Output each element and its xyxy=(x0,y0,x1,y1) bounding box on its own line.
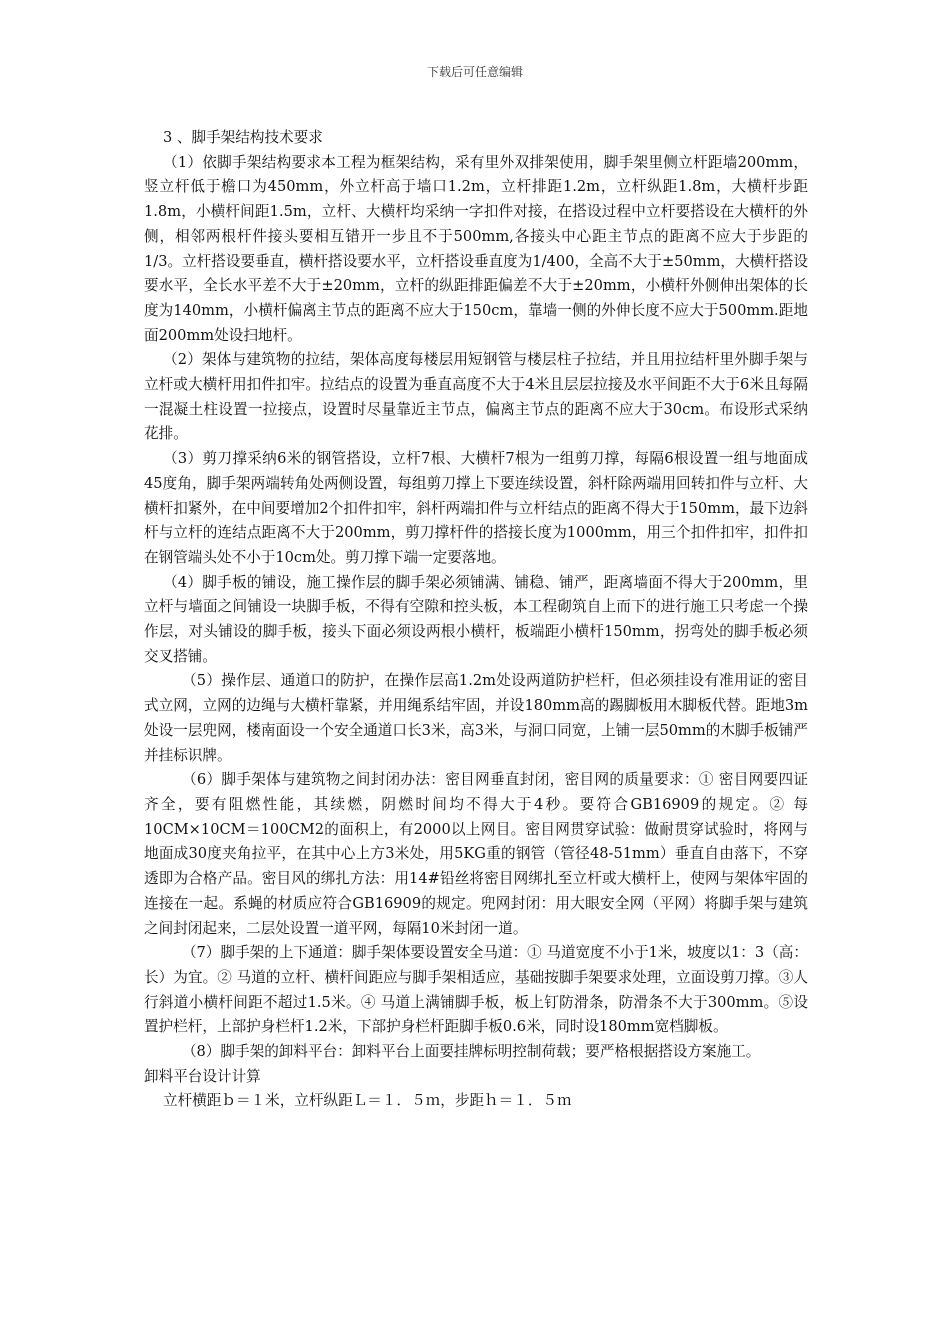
formula-line: 立杆横距ｂ＝１米，立杆纵距Ｌ＝１．５ｍ，步距ｈ＝１．５ｍ xyxy=(162,1092,572,1110)
paragraph-5: （5）操作层、通道口的防护，在操作层高1.2m处设两道防护栏杆，但必须挂设有准用证的密目式立网，立网的边绳与大横杆靠紧，并用绳系结牢固，并设180mm高的踢脚板用木脚板代替。距地3m处设一层兜网，楼南面设一个安全通道口长3米，高3米，与洞口同宽，上铺一层50mm的木脚手板铺严并挂标识牌。 xyxy=(144,672,808,764)
paragraph-7: （7）脚手架的上下通道：脚手架体要设置安全马道：① 马道宽度不小于1米，坡度以1：3（高：长）为宜。② 马道的立杆、横杆间距应与脚手架相适应，基础按脚手架要求处理，立面设剪刀撑。③人行斜道小横杆间距不超过1.5米。④ 马道上满铺脚手板，板上钉防滑条，防滑条不大于300mm。⑤设置护栏杆，上部护身栏杆1.2米，下部护身栏杆距脚手板0.6米，同时设180mm宽档脚板。 xyxy=(144,944,808,1036)
subheading: 卸料平台设计计算 xyxy=(144,1067,261,1085)
paragraph-3: （3）剪刀撑采纳6米的钢管搭设，立杆7根、大横杆7根为一组剪刀撑，每隔6根设置一组与地面成45度角，脚手架两端转角处两侧设置，每组剪刀撑上下要连续设置，斜杆除两端用回转扣件与立杆、大横杆扣紧外，在中间要增加2个扣件扣牢，斜杆两端扣件与立杆结点的距离不得大于150mm，最下边斜杆与立杆的连结点距离不大于200mm，剪刀撑杆件的搭接长度为1000mm，用三个扣件扣牢，扣件扣在钢管端头处不小于10cm处。剪刀撑下端一定要落地。 xyxy=(144,450,808,566)
section-title: 3 、脚手架结构技术要求 xyxy=(162,129,323,146)
paragraph-4: （4）脚手板的铺设，施工操作层的脚手架必须铺满、铺稳、铺严，距离墙面不得大于200mm，里立杆与墙面之间铺设一块脚手板，不得有空隙和控头板，本工程砌筑自上而下的进行施工只考虑一个操作层，对头铺设的脚手板，接头下面必须设两根小横杆，板端距小横杆150mm，拐弯处的脚手板必须交叉搭铺。 xyxy=(144,573,808,665)
paragraph-2: （2）架体与建筑物的拉结，架体高度每楼层用短钢管与楼层柱子拉结，并且用拉结杆里外脚手架与立杆或大横杆用扣件扣牢。拉结点的设置为垂直高度不大于4米且层层拉接及水平间距不大于6米且每隔一混凝土柱设置一拉接点，设置时尽量靠近主节点，偏离主节点的距离不应大于30cm。布设形式采纳花排。 xyxy=(144,351,808,443)
paragraph-6: （6）脚手架体与建筑物之间封闭办法：密目网垂直封闭，密目网的质量要求：① 密目网要四证齐全，要有阻燃性能，其续燃，阴燃时间均不得大于4秒。要符合GB16909的规定。② 每10CM×10CM＝100CM2的面积上，有2000以上网目。密目网贯穿试验：做耐贯穿试验时，将网与地面成30度夹角拉平，在其中心上方3米处，用5KG重的钢管（管径48-51mm）垂直自由落下，不穿透即为合格产品。密目风的绑扎方法：用14#铅丝将密目网绑扎至立杆或大横杆上，使网与架体牢固的连接在一起。系蝇的材质应符合GB16909的规定。兜网封闭：用大眼安全网（平网）将脚手架与建筑之间封闭起来，二层处设置一道平网，每隔10米封闭一道。 xyxy=(144,771,808,937)
document-body xyxy=(144,126,808,1114)
paragraph-8: （8）脚手架的卸料平台：卸料平台上面要挂牌标明控制荷载；要严格根据搭设方案施工。 xyxy=(181,1043,761,1061)
paragraph-1: （1）依脚手架结构要求本工程为框架结构，采有里外双排架使用，脚手架里侧立杆距墙200mm，竖立杆低于檐口为450mm，外立杆高于墙口1.2m，立杆排距1.2m，立杆纵距1.8m，大横杆步距1.8m，小横杆间距1.5m，立杆、大横杆均采纳一字扣件对接，在搭设过程中立杆要搭设在大横杆的外侧，相邻两根杆件接头要相互错开一步且不于500mm,各接头中心距主节点的距离不应大于步距的1/3。立杆搭设要垂直，横杆搭设要水平，立杆搭设垂直度为1/400，全高不大于±50mm，大横杆搭设要水平，全长水平差不大于±20mm，立杆的纵距排距偏差不大于±20mm，小横杆外侧伸出架体的长度为140mm，小横杆偏离主节点的距离不应大于150cm，靠墙一侧的外伸长度不应大于500mm.距地面200mm处设扫地杆。 xyxy=(144,153,808,344)
page-header: 下载后可任意编辑 xyxy=(426,65,523,79)
